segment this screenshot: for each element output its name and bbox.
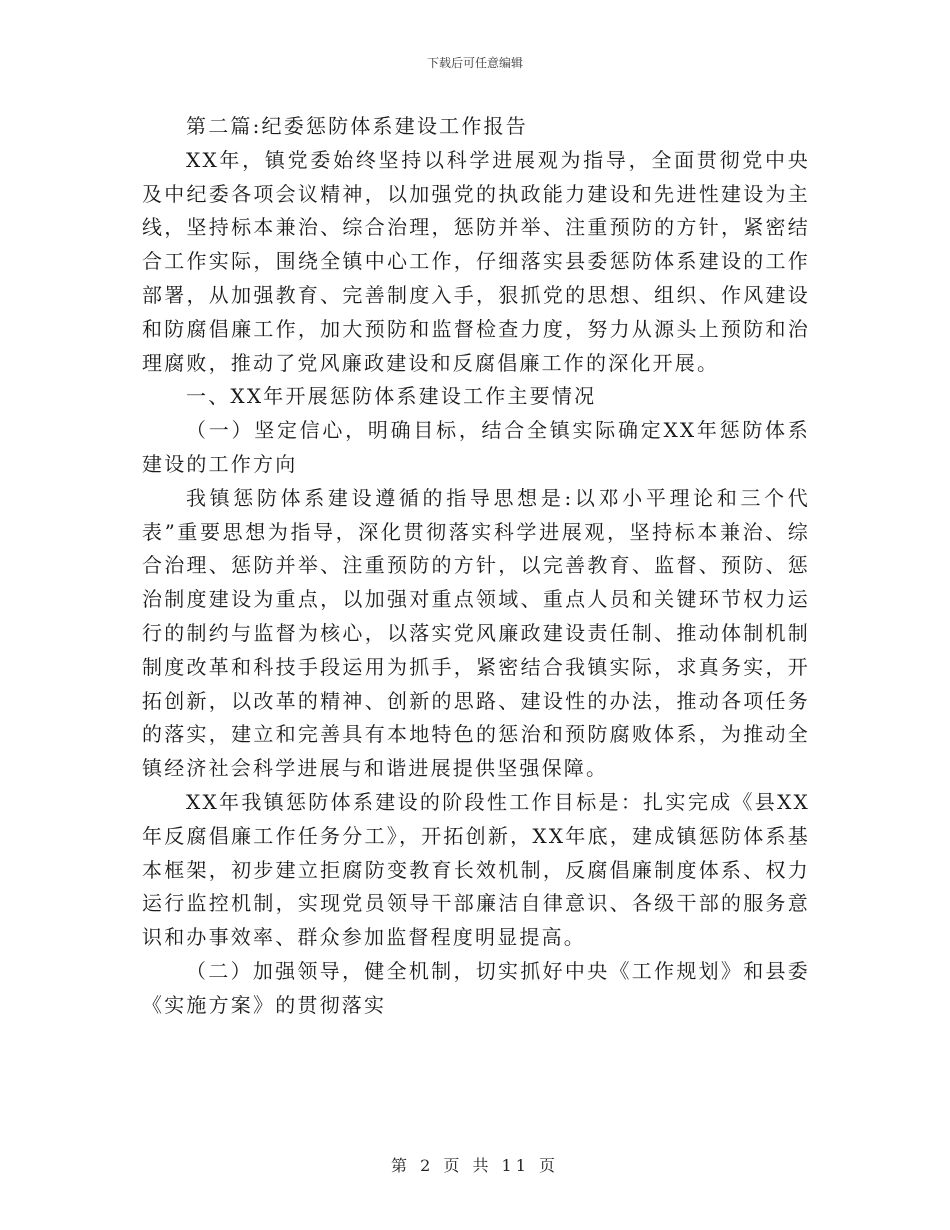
subsection-heading: （二）加强领导，健全机制，切实抓好中央《工作规划》和县委《实施方案》的贯彻落实 bbox=[142, 958, 810, 1017]
section-heading: 一、XX年开展惩防体系建设工作主要情况 bbox=[186, 384, 597, 409]
page-header-note: 下载后可任意编辑 bbox=[426, 56, 523, 70]
document-body bbox=[142, 110, 810, 1023]
paragraph: XX年，镇党委始终坚持以科学进展观为指导，全面贯彻党中央及中纪委各项会议精神，以加强党的执政能力建设和先进性建设为主线，坚持标本兼治、综合治理，惩防并举、注重预防的方针，紧密结合工作实际，围绕全镇中心工作，仔细落实县委惩防体系建设的工作部署，从加强教育、完善制度入手，狠抓党的思想、组织、作风建设和防腐倡廉工作，加大预防和监督检查力度，努力从源头上预防和治理腐败，推动了党风廉政建设和反腐倡廉工作的深化开展。 bbox=[142, 147, 810, 375]
page-number: 第 2 页 共 11 页 bbox=[391, 1156, 559, 1175]
section-title: 第二篇:纪委惩防体系建设工作报告 bbox=[186, 114, 528, 138]
subsection-heading: （一）坚定信心，明确目标，结合全镇实际确定XX年惩防体系建设的工作方向 bbox=[142, 418, 810, 476]
paragraph: XX年我镇惩防体系建设的阶段性工作目标是：扎实完成《县XX年反腐倡廉工作任务分工》，开拓创新，XX年底，建成镇惩防体系基本框架，初步建立拒腐防变教育长效机制，反腐倡廉制度体系、权力运行监控机制，实现党员领导干部廉洁自律意识、各级干部的服务意识和办事效率、群众参加监督程度明显提高。 bbox=[142, 789, 810, 950]
paragraph: 我镇惩防体系建设遵循的指导思想是:以邓小平理论和三个代表”重要思想为指导，深化贯彻落实科学进展观，坚持标本兼治、综合治理、惩防并举、注重预防的方针，以完善教育、监督、预防、惩治制度建设为重点，以加强对重点领域、重点人员和关键环节权力运行的制约与监督为核心，以落实党风廉政建设责任制、推动体制机制制度改革和科技手段运用为抓手，紧密结合我镇实际，求真务实，开拓创新，以改革的精神、创新的思路、建设性的办法，推动各项任务的落实，建立和完善具有本地特色的惩治和预防腐败体系，为推动全镇经济社会科学进展与和谐进展提供坚强保障。 bbox=[142, 485, 810, 781]
